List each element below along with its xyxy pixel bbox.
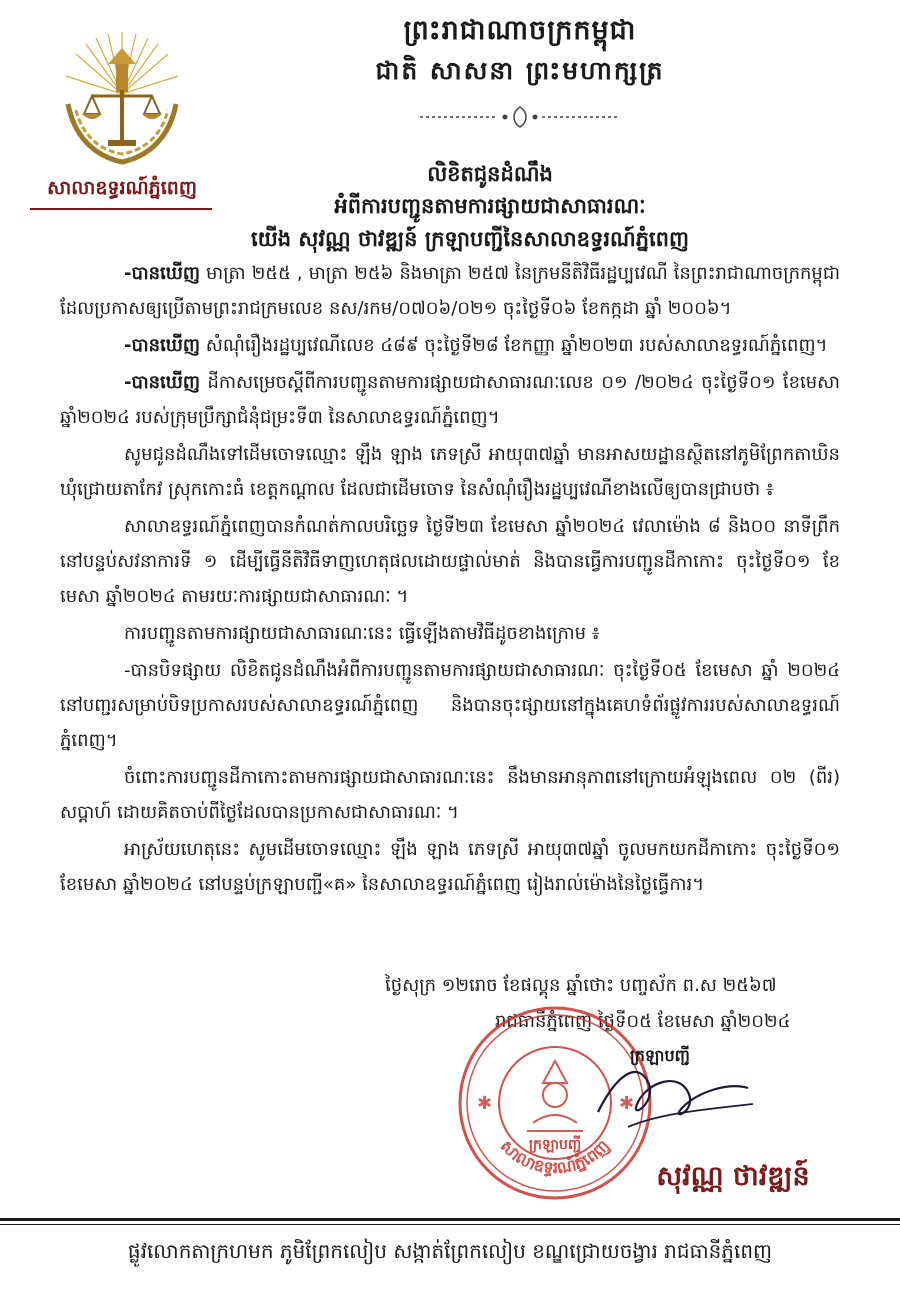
court-name-underline — [30, 208, 212, 210]
title-line-2: អំពីការបញ្ជូនតាមការផ្សាយជាសាធារណៈ — [334, 194, 646, 218]
paragraph-method-intro: ការបញ្ជូនតាមការផ្សាយជាសាធារណៈនេះ ធ្វើឡើងតាមវិធីដូចខាងក្រោម ៖ — [124, 623, 600, 644]
paragraph-text: មាត្រា ២៥៥ , មាត្រា ២៥៦ និងមាត្រា ២៥៧ នៃក្រមនីតិវិធីរដ្ឋប្បវេណី នៃព្រះរាជាណាចក្រកម្ពុជា ដែលប្រកាសឲ្យប្រើតាមព្រះរាជក្រមលេខ នស/រកម/០៧០៦/០២១ ចុះថ្ងៃទី០៦ ខែកក្កដា ឆ្នាំ ២០០៦។ — [60, 263, 840, 319]
solar-date: រាជធានីភ្នំពេញ ថ្ងៃទី០៥ ខែមេសា ឆ្នាំ២០២៤ — [495, 1011, 791, 1032]
paragraph-text: ដីកាសម្រេចស្ដីពីការបញ្ជូនតាមការផ្សាយជាសាធារណៈលេខ ០១ /២០២៤ ចុះថ្ងៃទី០១ ខែមេសា ឆ្នាំ២០២៤ របស់ក្រុមប្រឹក្សាជំនុំជម្រះទី៣ នៃសាលាឧទ្ធរណ៍ភ្នំពេញ។ — [60, 372, 840, 428]
kingdom-title: ព្រះរាជាណាចក្រកម្ពុជា — [403, 15, 637, 46]
svg-text:✱: ✱ — [619, 1093, 635, 1114]
paragraph-seen-2 — [60, 328, 840, 363]
paragraph-text: សំណុំរឿងរដ្ឋប្បវេណីលេខ ៤៨៩ ចុះថ្ងៃទី២៨ ខែកញ្ញា ឆ្នាំ២០២៣ របស់សាលាឧទ្ធរណ៍ភ្នំពេញ។ — [200, 335, 828, 356]
handwritten-signature — [588, 1052, 758, 1132]
seen-label: -បានឃើញ — [124, 335, 201, 356]
footer-divider-thin — [0, 1224, 900, 1225]
paragraph-effect: ចំពោះការបញ្ជូនដីកាកោះតាមការផ្សាយជាសាធារណៈនេះ នឹងមានអានុភាពនៅក្រោយអំឡុងពេល ០២ (ពីរ) សប្ដាហ៍ ដោយគិតចាប់ពីថ្ងៃដែលបានប្រកាសជាសាធារណៈ ។ — [60, 767, 840, 823]
lunar-date: ថ្ងៃសុក្រ ១២រោច ខែផល្គុន ឆ្នាំថោះ បញ្ចស័ក ព.ស ២៥៦៧ — [385, 975, 777, 996]
paragraph-hearing-date: សាលាឧទ្ធរណ៍ភ្នំពេញបានកំណត់កាលបរិច្ឆេទ ថ្ងៃទី២៣ ខែមេសា ឆ្នាំ២០២៤ វេលាម៉ោង ៨ និង០០ នាទីព្រឹក នៅបន្ទប់សវនាការទី ១ ដើម្បីធ្វើនីតិវិធីទាញហេតុផលដោយផ្ទាល់មាត់ និងបានធ្វើការបញ្ជូនដីកាកោះ ចុះថ្ងៃទី០១ ខែមេសា ឆ្នាំ២០២៤ តាមរយៈការផ្សាយជាសាធារណៈ ។ — [60, 516, 840, 607]
national-motto: ជាតិ សាសនា ព្រះមហាក្សត្រ — [375, 56, 665, 85]
seal-inner-text: ក្រឡាបញ្ជី — [528, 1137, 582, 1153]
paragraph-seen-3 — [60, 365, 840, 435]
notice-body — [60, 256, 840, 904]
ornament-divider-icon — [410, 104, 630, 130]
paragraph-seen-1 — [60, 256, 840, 326]
seen-label: -បានឃើញ — [124, 372, 201, 393]
paragraph-notice-plaintiff: សូមជូនដំណឹងទៅដើមចោទឈ្មោះ ឡឹង ឡាង ភេទស្រី អាយុ៣៧ឆ្នាំ មានអាសយដ្ឋានស្ថិតនៅភូមិព្រែកតាឃិន ឃុំជ្រោយតាកែវ ស្រុកកោះធំ ខេត្តកណ្ដាល ដែលជាដើមចោទ នៃសំណុំរឿងរដ្ឋប្បវេណីខាងលើឲ្យបានជ្រាបថា ៖ — [60, 444, 840, 500]
paragraph-conclusion: អាស្រ័យហេតុនេះ សូមដើមចោទឈ្មោះ ឡឹង ឡាង ភេទស្រី អាយុ៣៧ឆ្នាំ ចូលមកយកដីកាកោះ ចុះថ្ងៃទី០១ ខែមេសា ឆ្នាំ២០២៤ នៅបន្ទប់ក្រឡាបញ្ជី«គ» នៃសាលាឧទ្ធរណ៍ភ្នំពេញ រៀងរាល់ម៉ោងនៃថ្ងៃធ្វើការ។ — [60, 839, 840, 895]
seal-ring-text: សាលាឧទ្ធរណ៍ភ្នំពេញ — [496, 1135, 614, 1178]
footer-address: ផ្លូវលោកតាក្រហមក ភូមិព្រែកលៀប សង្កាត់ព្រែកលៀប ខណ្ឌជ្រោយចង្វារ រាជធានីភ្នំពេញ — [127, 1239, 773, 1263]
court-emblem-logo — [48, 24, 196, 172]
document-title — [200, 158, 780, 222]
seen-label: -បានឃើញ — [124, 263, 201, 284]
court-name: សាលាឧទ្ធរណ៍ភ្នំពេញ — [47, 177, 197, 199]
footer-divider — [0, 1218, 900, 1221]
issuer-line: យើង សុវណ្ណ ថាវឌ្ឍន៍ ក្រឡាបញ្ជីនៃសាលាឧទ្ធរណ៍ភ្នំពេញ — [251, 227, 689, 251]
paragraph-method-posted: -បានបិទផ្សាយ លិខិតជូនដំណឹងអំពីការបញ្ជូនតាមការផ្សាយជាសាធារណៈ ចុះថ្ងៃទី០៥ ខែមេសា ឆ្នាំ ២០២៤ នៅបញ្ជរសម្រាប់បិទប្រកាសរបស់សាលាឧទ្ធរណ៍ភ្នំពេញ និងបានចុះផ្សាយនៅក្នុងគេហទំព័រផ្លូវការរបស់សាលាឧទ្ធរណ៍ភ្នំពេញ។ — [60, 660, 840, 751]
title-line-1: លិខិតជូនដំណឹង — [427, 162, 553, 186]
signer-name: សុវណ្ណ ថាវឌ្ឍន៍ — [656, 1161, 810, 1192]
svg-text:✱: ✱ — [477, 1093, 493, 1114]
clerk-role-label: ក្រឡាបញ្ជី — [630, 1046, 690, 1065]
